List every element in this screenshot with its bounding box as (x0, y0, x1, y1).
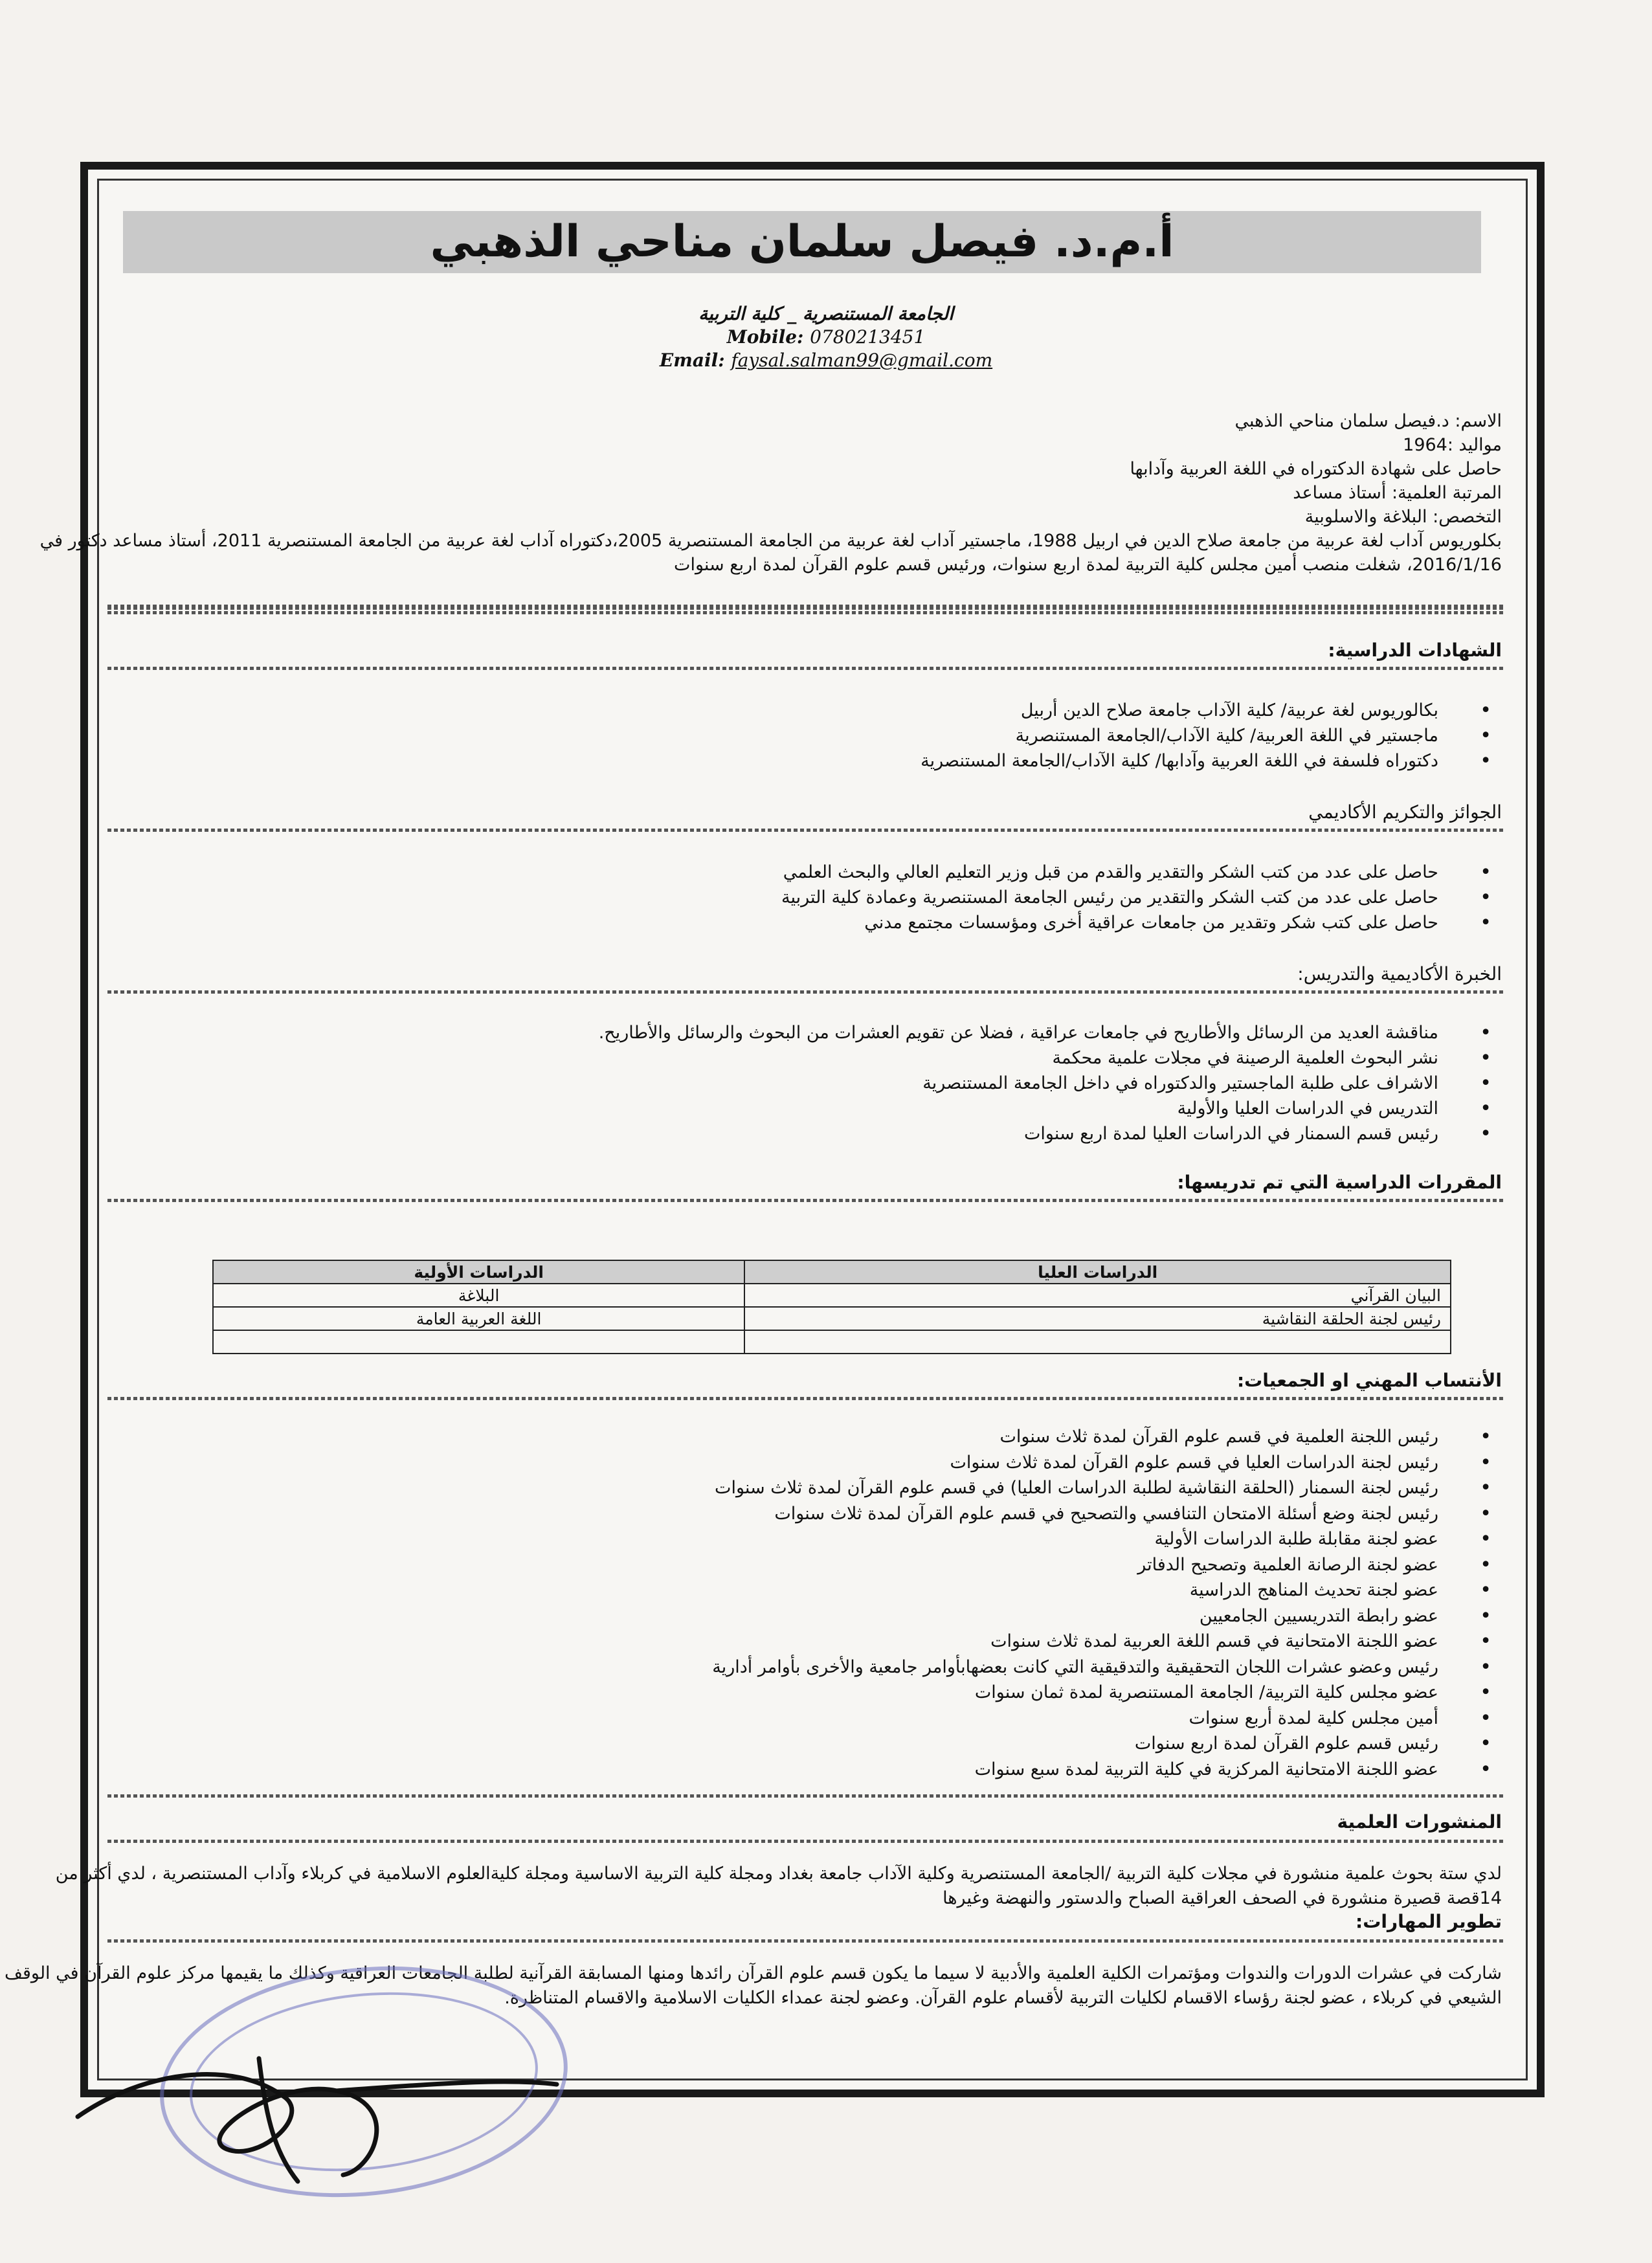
signature-icon (65, 2020, 570, 2188)
publications-heading: المنشورات العلمية (1337, 1811, 1502, 1833)
experience-list (599, 1020, 1497, 1146)
email-link[interactable]: faysal.salman99@gmail.com (731, 350, 993, 371)
table-cell (744, 1330, 1451, 1354)
mobile-line (0, 326, 1652, 348)
affiliation: الجامعة المستنصرية _ كلية التربية (698, 303, 954, 324)
personal-info (39, 409, 1502, 577)
info-line: مواليد :1964 (1403, 435, 1502, 455)
dotted-separator (107, 1794, 1506, 1798)
degrees-heading: الشهادات الدراسية: (1328, 640, 1502, 661)
table-row (213, 1307, 1451, 1330)
dotted-separator (107, 1939, 1506, 1943)
table-cell: البلاغة (213, 1284, 744, 1307)
list-item: • رئيس لجنة السمنار (الحلقة النقاشية لطلبة الدراسات العليا) في قسم علوم القرآن لمدة ثلاث سنوات (712, 1475, 1497, 1501)
col-header-grad: الدراسات العليا (744, 1260, 1451, 1284)
email-label: Email: (659, 350, 725, 371)
awards-list (781, 860, 1497, 935)
info-line: حاصل على شهادة الدكتوراه في اللغة العربية وآدابها (1130, 459, 1502, 479)
dotted-separator (107, 667, 1506, 670)
info-line: الاسم: د.فيصل سلمان مناحي الذهبي (1234, 411, 1502, 431)
list-item: • حاصل على عدد من كتب الشكر والتقدير والقدم من قبل وزير التعليم العالي والبحث العلمي (781, 860, 1497, 885)
cv-name-title: أ.م.د. فيصل سلمان مناحي الذهبي (123, 211, 1481, 273)
dotted-separator (107, 829, 1506, 832)
list-item: • عضو رابطة التدريسيين الجامعيين (712, 1603, 1497, 1629)
list-item: • رئيس قسم علوم القرآن لمدة اربع سنوات (712, 1731, 1497, 1757)
dotted-separator (107, 1199, 1506, 1202)
courses-table (212, 1260, 1451, 1354)
col-header-undergrad: الدراسات الأولية (213, 1260, 744, 1284)
awards-heading: الجوائز والتكريم الأكاديمي (1308, 801, 1502, 823)
list-item: • حاصل على عدد من كتب الشكر والتقدير من رئيس الجامعة المستنصرية وعمادة كلية التربية (781, 885, 1497, 910)
paragraph-line: 14قصة قصيرة منشورة في الصحف العراقية الصباح والدستور والنهضة وغيرها (943, 1888, 1502, 1908)
list-item: • رئيس قسم السمنار في الدراسات العليا لمدة اربع سنوات (599, 1121, 1497, 1146)
list-item: • حاصل على كتب شكر وتقدير من جامعات عراقية أخرى ومؤسسات مجتمع مدني (781, 910, 1497, 935)
dotted-separator (107, 1397, 1506, 1400)
list-item: • رئيس وعضو عشرات اللجان التحقيقية والتدقيقية التي كانت بعضهابأوامر جامعية والأخرى بأوامر أدارية (712, 1655, 1497, 1680)
skills-heading: تطوير المهارات: (1356, 1911, 1502, 1932)
paragraph-line: الشيعي في كربلاء ، عضو لجنة رؤساء الاقسام لكليات التربية لأقسام علوم القرآن. وعضو لجنة عمداء الكليات الاسلامية والاقسام المتناظرة. (504, 1988, 1502, 2008)
mobile-label: Mobile: (726, 326, 804, 348)
table-header-row (213, 1260, 1451, 1284)
dotted-separator (107, 1840, 1506, 1843)
paragraph-line: لدي ستة بحوث علمية منشورة في مجلات كلية التربية /الجامعة المستنصرية وكلية الآداب جامعة بغداد ومجلة كلية التربية الاساسية ومجلة كليةالعلوم الاسلامية في كربلاء وآداب المستنصرية ، لدي أكثر من (55, 1864, 1502, 1884)
table-row (213, 1330, 1451, 1354)
info-line: التخصص: البلاغة والاسلوبية (1304, 507, 1502, 527)
list-item: • أمين مجلس كلية لمدة أربع سنوات (712, 1706, 1497, 1732)
list-item: • عضو مجلس كلية التربية/ الجامعة المستنصرية لمدة ثمان سنوات (712, 1680, 1497, 1706)
info-line: المرتبة العلمية: أستاذ مساعد (1293, 483, 1502, 503)
list-item: • مناقشة العديد من الرسائل والأطاريح في جامعات عراقية ، فضلا عن تقويم العشرات من البحوث والرسائل والأطاريح. (599, 1020, 1497, 1045)
table-cell: اللغة العربية العامة (213, 1307, 744, 1330)
paragraph-line: شاركت في عشرات الدورات والندوات ومؤتمرات الكلية العلمية والأدبية لا سيما ما يكون قسم علوم القرآن رائدها ومنها المسابقة القرآنية لطلبة الجامعات العراقية وكذلك ما يقيمها مركز علوم القرآن في الوقف (5, 1963, 1502, 1983)
list-item: • ماجستير في اللغة العربية/ كلية الآداب/الجامعة المستنصرية (921, 723, 1497, 748)
list-item: • التدريس في الدراسات العليا والأولية (599, 1096, 1497, 1121)
table-cell (213, 1330, 744, 1354)
list-item: • الاشراف على طلبة الماجستير والدكتوراه في داخل الجامعة المستنصرية (599, 1071, 1497, 1096)
list-item: • بكالوريوس لغة عربية/ كلية الآداب جامعة صلاح الدين أربيل (921, 698, 1497, 723)
list-item: • عضو لجنة مقابلة طلبة الدراسات الأولية (712, 1526, 1497, 1552)
list-item: • رئيس اللجنة العلمية في قسم علوم القرآن لمدة ثلاث سنوات (712, 1424, 1497, 1450)
dotted-separator (107, 611, 1506, 614)
mobile-number: 0780213451 (810, 326, 926, 348)
list-item: • رئيس لجنة وضع أسئلة الامتحان التنافسي والتصحيح في قسم علوم القرآن لمدة ثلاث سنوات (712, 1501, 1497, 1527)
courses-heading: المقررات الدراسية التي تم تدريسها: (1177, 1172, 1502, 1193)
table-row (213, 1284, 1451, 1307)
list-item: • عضو لجنة تحديث المناهج الدراسية (712, 1577, 1497, 1603)
experience-heading: الخبرة الأكاديمية والتدريس: (1297, 963, 1502, 985)
list-item: • رئيس لجنة الدراسات العليا في قسم علوم القرآن لمدة ثلاث سنوات (712, 1450, 1497, 1476)
info-line: بكلوريوس آداب لغة عربية من جامعة صلاح الدين في اربيل 1988، ماجستير آداب لغة عربية من الجامعة المستنصرية 2005،دكتوراه آداب لغة عربية من الجامعة المستنصرية 2011، أستاذ مساعد دكتور في (39, 531, 1502, 551)
table-cell: رئيس لجنة الحلقة النقاشية (744, 1307, 1451, 1330)
dotted-separator (107, 990, 1506, 994)
email-line (0, 350, 1652, 371)
table-cell: البيان القرآني (744, 1284, 1451, 1307)
dotted-separator (107, 605, 1506, 610)
memberships-heading: الأنتساب المهني او الجمعيات: (1236, 1370, 1502, 1391)
list-item: • دكتوراه فلسفة في اللغة العربية وآدابها/ كلية الآداب/الجامعة المستنصرية (921, 748, 1497, 774)
memberships-list (712, 1424, 1497, 1782)
degrees-list (921, 698, 1497, 774)
list-item: • عضو لجنة الرصانة العلمية وتصحيح الدفاتر (712, 1552, 1497, 1578)
list-item: • عضو اللجنة الامتحانية المركزية في كلية التربية لمدة سبع سنوات (712, 1757, 1497, 1783)
list-item: • عضو اللجنة الامتحانية في قسم اللغة العربية لمدة ثلاث سنوات (712, 1629, 1497, 1655)
list-item: • نشر البحوث العلمية الرصينة في مجلات علمية محكمة (599, 1045, 1497, 1071)
publications-text (55, 1862, 1502, 1911)
info-line: 2016/1/16، شغلت منصب أمين مجلس كلية التربية لمدة اربع سنوات، ورئيس قسم علوم القرآن لمدة اربع سنوات (674, 555, 1502, 575)
